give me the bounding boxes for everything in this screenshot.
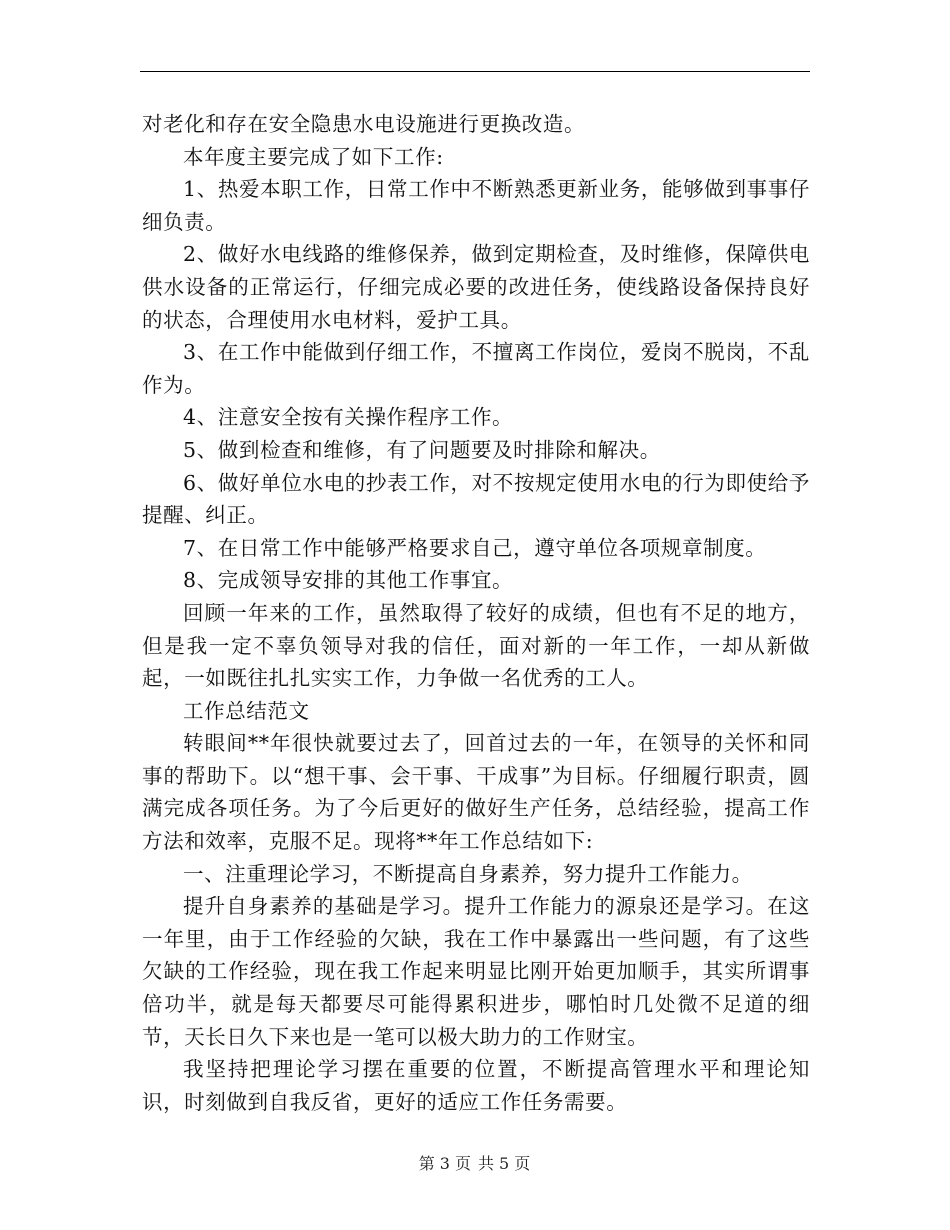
page-label-mid: 页 共 — [454, 1154, 496, 1173]
paragraph-intro: 本年度主要完成了如下工作: — [183, 144, 444, 169]
paragraph-learning: 提升自身素养的基础是学习。提升工作能力的源泉还是学习。在这一年里，由于工作经验的欠缺，我在工作中暴露出一些问题，有了这些欠缺的工作经验，现在我工作起来明显比刚开始更加顺手，其实所谓事倍功半，就是每天都要尽可能得累积进步，哪怕时几处微不足道的细节，天长日久下来也是一笔可以极大助力的工作财宝。 — [142, 894, 810, 1049]
page-label-suffix: 页 — [514, 1154, 532, 1173]
page-footer — [0, 1151, 950, 1174]
list-item-5: 5、做到检查和维修，有了问题要及时排除和解决。 — [183, 437, 661, 462]
current-page-number: 3 — [439, 1154, 451, 1173]
list-item-6: 6、做好单位水电的抄表工作，对不按规定使用水电的行为即使给予提醒、纠正。 — [142, 470, 810, 528]
paragraph-theory: 我坚持把理论学习摆在重要的位置，不断提高管理水平和理论知识，时刻做到自我反省，更好的适应工作任务需要。 — [142, 1057, 810, 1114]
page-label-prefix: 第 — [418, 1154, 436, 1173]
list-item-8: 8、完成领导安排的其他工作事宜。 — [183, 568, 514, 593]
list-item-1: 1、热爱本职工作，日常工作中不断熟悉更新业务，能够做到事事仔细负责。 — [142, 177, 810, 234]
list-item-3: 3、在工作中能做到仔细工作，不擅离工作岗位，爱岗不脱岗，不乱作为。 — [142, 340, 810, 397]
paragraph-summary-intro: 转眼间**年很快就要过去了，回首过去的一年，在领导的关怀和同事的帮助下。以“想干事、会干事、干成事”为目标。仔细履行职责，圆满完成各项任务。为了今后更好的做好生产任务，总结经验，提高工作方法和效率，克服不足。现将**年工作总结如下: — [142, 731, 810, 854]
document-body — [142, 108, 810, 1118]
list-item-7: 7、在日常工作中能够严格要求自己，遵守单位各项规章制度。 — [183, 535, 767, 560]
paragraph-review: 回顾一年来的工作，虽然取得了较好的成绩，但也有不足的地方，但是我一定不辜负领导对我的信任，面对新的一年工作，一却从新做起，一如既往扎扎实实工作，力争做一名优秀的工人。 — [142, 600, 810, 691]
paragraph-continuation: 对老化和存在安全隐患水电设施进行更换改造。 — [142, 112, 586, 136]
subheading-1: 一、注重理论学习，不断提高自身素养，努力提升工作能力。 — [183, 861, 753, 886]
total-pages-number: 5 — [499, 1154, 511, 1173]
header-rule — [140, 71, 810, 72]
list-item-4: 4、注意安全按有关操作程序工作。 — [183, 405, 514, 430]
list-item-2: 2、做好水电线路的维修保养，做到定期检查，及时维修，保障供电供水设备的正常运行，仔细完成必要的改进任务，使线路设备保持良好的状态，合理使用水电材料，爱护工具。 — [142, 242, 810, 332]
section-heading: 工作总结范文 — [183, 698, 310, 723]
